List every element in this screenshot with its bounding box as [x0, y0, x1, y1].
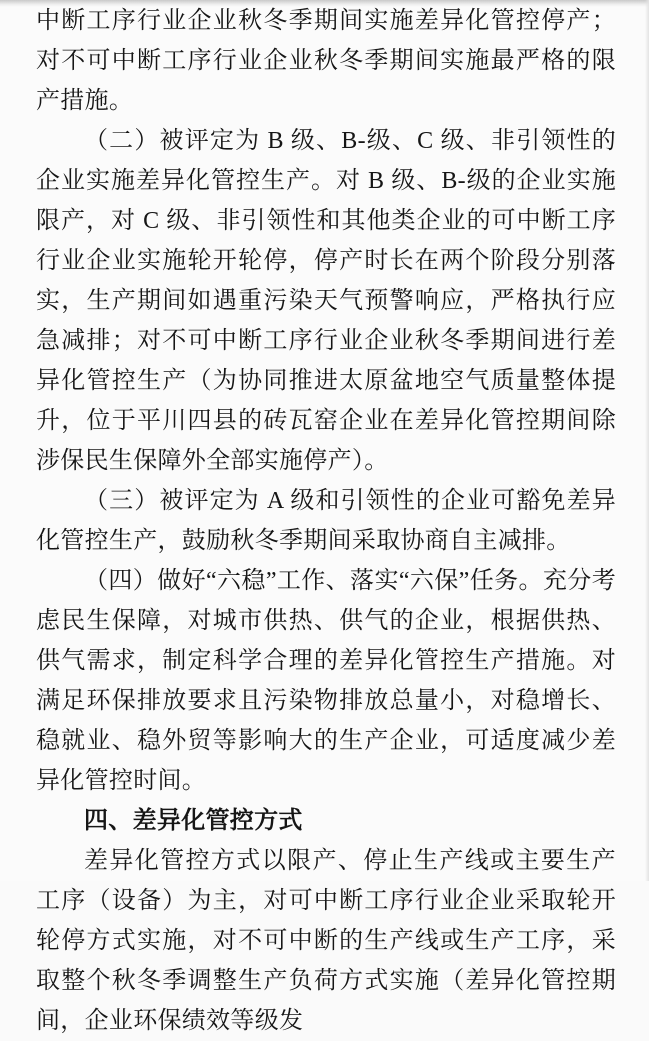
paragraph-continuation: 中断工序行业企业秋冬季期间实施差异化管控停产；对不可中断工序行业企业秋冬季期间实施最严格的限产措施。 [36, 8, 616, 114]
section-heading: 四、差异化管控方式 [84, 807, 303, 834]
scan-right-edge [645, 0, 649, 881]
paragraph-item-3: （三）被评定为 A 级和引领性的企业可豁免差异化管控生产，鼓励秋冬季期间采取协商自主减排。 [36, 488, 616, 554]
document-body [36, 1, 616, 1041]
paragraph-item-4: （四）做好“六稳”工作、落实“六保”任务。充分考虑民生保障，对城市供热、供气的企业，根据供热、供气需求，制定科学合理的差异化管控生产措施。对满足环保排放要求且污染物排放总量小，对稳增长、稳就业、稳外贸等影响大的生产企业，可适度减少差异化管控时间。 [36, 568, 616, 794]
paragraph-section-4-body: 差异化管控方式以限产、停止生产线或主要生产工序（设备）为主，对可中断工序行业企业采取轮开轮停方式实施，对不可中断的生产线或生产工序，采取整个秋冬季调整生产负荷方式实施（差异化管控期间，企业环保绩效等级发 [36, 848, 616, 1034]
paragraph-item-2: （二）被评定为 B 级、B-级、C 级、非引领性的企业实施差异化管控生产。对 B 级、B-级的企业实施限产，对 C 级、非引领性和其他类企业的可中断工序行业企业实施轮开轮停，停产时长在两个阶段分别落实，生产期间如遇重污染天气预警响应，严格执行应急减排；对不可中断工序行业企业秋冬季期间进行差异化管控生产（为协同推进太原盆地空气质量整体提升，位于平川四县的砖瓦窑企业在差异化管控期间除涉保民生保障外全部实施停产）。 [36, 128, 616, 474]
